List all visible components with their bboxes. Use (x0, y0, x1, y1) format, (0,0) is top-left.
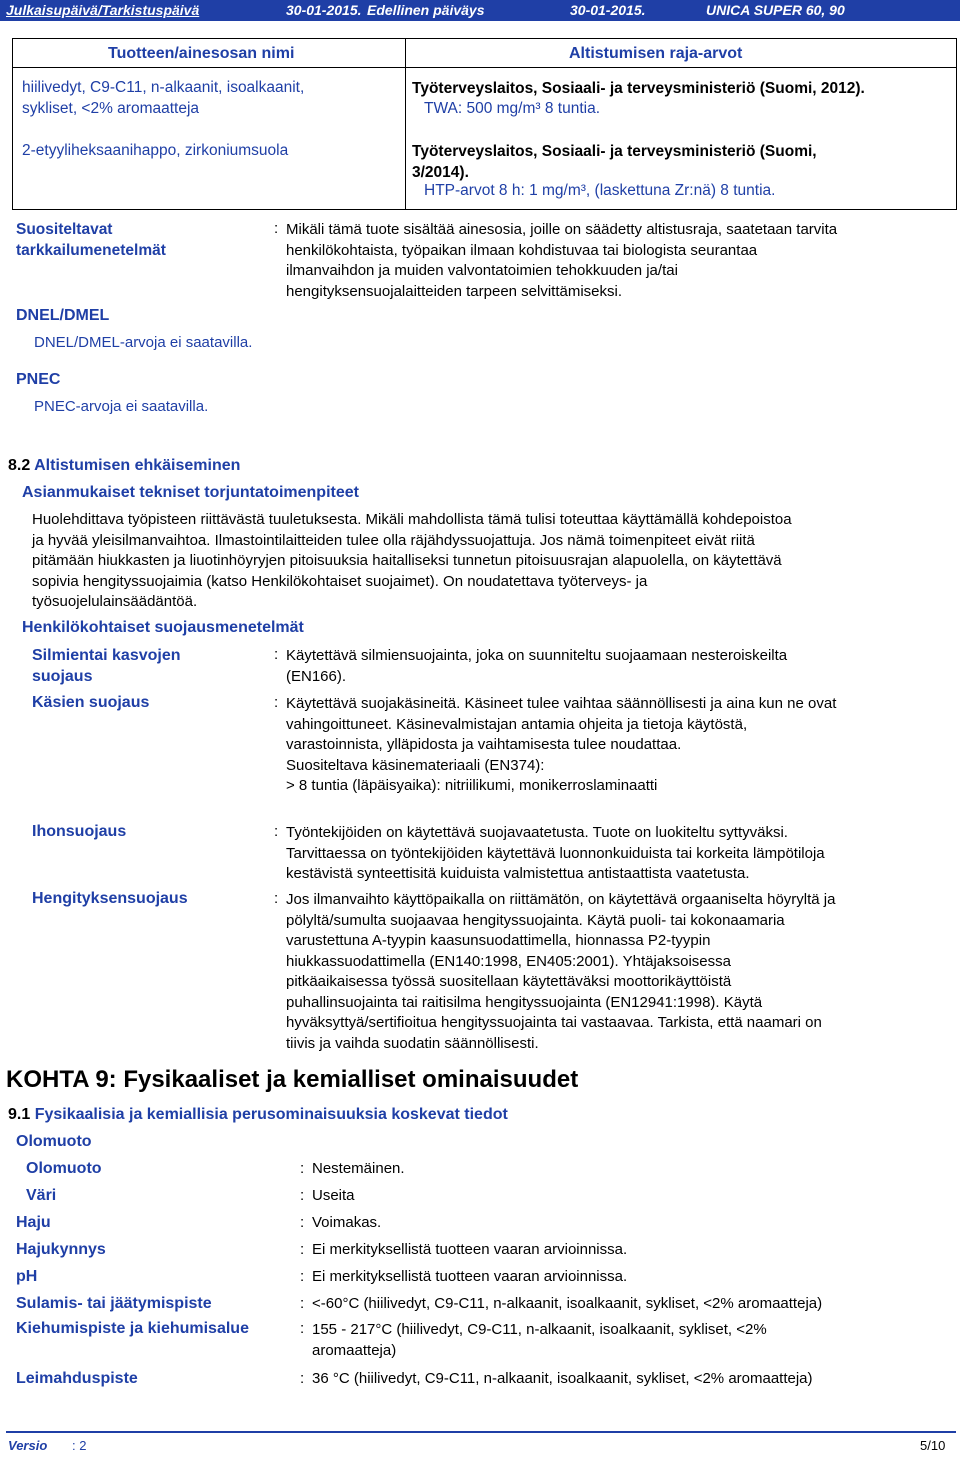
prop-label-melting-point: Sulamis- tai jäätymispiste (16, 1295, 212, 1312)
ppe-heading: Henkilökohtaiset suojausmenetelmät (22, 619, 304, 636)
section-8-2-heading (8, 457, 240, 475)
prop-colon-boiling-point: : (300, 1320, 305, 1337)
prop-value-flash-point: 36 °C (hiilivedyt, C9-C11, n-alkaanit, isoalkaanit, sykliset, <2% aromaatteja) (312, 1370, 813, 1387)
prop-colon-odor-threshold: : (300, 1241, 305, 1258)
column-header-limits: Altistumisen raja-arvot (569, 45, 743, 62)
prop-label-boiling-point: Kiehumispiste ja kiehumisalue (16, 1320, 249, 1337)
prop-colon-color: : (300, 1187, 305, 1204)
issue-date-label: Julkaisupäivä/Tarkistuspäivä (6, 2, 200, 18)
pnec-text: PNEC-arvoja ei saatavilla. (34, 398, 209, 415)
previous-date-value: 30-01-2015. (570, 2, 646, 18)
ppe-text-respiratory: Jos ilmanvaihto käyttöpaikalla on riittämätön, on käytettävä orgaaniselta höyryltä ja pölyltä/sumulta suojaavaa hengityssuojainta. Käytä puoli- tai kokonaamaria varustettuna A-tyypin kaasunsuodattimella, hionnassa P2-tyypin hiukkassuodattimella (EN140:1998, EN405:2001). Yhtäjaksoisessa pitkäaikaisessa työssä suositellaan käytettäväksi moottorikäyttöistä puhallinsuojainta tai raitisilma hengityssuojainta (EN12941:1998). Käytä hyväksyttyä/sertifioitua hengityssuojainta tai vastaavaa. Tarkista, että naamari on tiivis ja vaihda suodatin säännöllisesti. (286, 891, 836, 1052)
engineering-controls-text: Huolehdittava työpisteen riittävästä tuuletuksesta. Mikäli mahdollista tämä tulisi toteuttaa käyttämällä kohdepoistoa ja hyvää yleisilmanvaihtoa. Ilmastointilaitteiden tulee olla räjähdyssuojattuja. Jos nämä toimenpiteet eivät riitä pitämään hiukkasten ja liuotinhöyryjen pitoisuuksia haitalliseksi tunnetun pitoisuusrajan alapuolella, on käytettävä sopivia hengityssuojaimia (katso Henkilökohtaiset suojaimet). On noudatettava työterveys- ja työsuojelulainsäädäntöä. (32, 511, 792, 610)
table-header-divider (12, 67, 956, 68)
monitoring-label: Suositeltavat tarkkailumenetelmät (16, 221, 166, 259)
prop-colon-flash-point: : (300, 1370, 305, 1387)
ppe-text-skin: Työntekijöiden on käytettävä suojavaatetusta. Tuote on luokiteltu syttyväksi. Tarvittaessa on työntekijöiden käytettävä luonnonkuiduista tai korkeita lämpötiloja kestävistä synteettisitä kuiduista valmistettua antistaattista vaatetusta. (286, 824, 825, 882)
prop-colon-melting-point: : (300, 1295, 305, 1312)
prop-label-color: Väri (26, 1187, 57, 1204)
prop-label-odor: Haju (16, 1214, 51, 1231)
previous-date-label: Edellinen päiväys (367, 2, 485, 18)
prop-label-odor-threshold: Hajukynnys (16, 1241, 106, 1258)
limit-source-2: Työterveyslaitos, Sosiaali- ja terveysministeriö (Suomi, 3/2014). (412, 143, 817, 181)
ppe-colon-skin: : (274, 823, 279, 840)
ppe-label-skin: Ihonsuojaus (32, 823, 127, 840)
ppe-label-hands: Käsien suojaus (32, 694, 150, 711)
substance-name-1: hiilivedyt, C9-C11, n-alkaanit, isoalkaanit, sykliset, <2% aromaatteja (22, 79, 305, 117)
prop-value-state: Nestemäinen. (312, 1160, 405, 1177)
product-name: UNICA SUPER 60, 90 (706, 2, 845, 18)
column-header-substance: Tuotteen/ainesosan nimi (108, 45, 295, 62)
limit-value-1: TWA: 500 mg/m³ 8 tuntia. (424, 100, 601, 117)
monitoring-text: Mikäli tämä tuote sisältää ainesosia, joille on säädetty altistusraja, saatetaan tarvita henkilökohtaista, työpaikan ilmaan kohdistuvaa tai biologista seurantaa ilmanvaihdon ja muiden valvontatoimien tehokkuuden ja/tai hengityksensuojalaitteiden tarpeen selvittämiseksi. (286, 221, 838, 300)
dnel-text: DNEL/DMEL-arvoja ei saatavilla. (34, 334, 253, 351)
prop-value-melting-point: <-60°C (hiilivedyt, C9-C11, n-alkaanit, isoalkaanit, sykliset, <2% aromaatteja) (312, 1295, 823, 1312)
footer-version-label: Versio (8, 1438, 48, 1453)
ppe-colon-respiratory: : (274, 890, 279, 907)
engineering-controls-heading: Asianmukaiset tekniset torjuntatoimenpiteet (22, 484, 359, 501)
section-9-1-number: 9.1 (8, 1106, 31, 1123)
document-header-bar (0, 0, 960, 21)
prop-label-flash-point: Leimahduspiste (16, 1370, 138, 1387)
prop-colon-ph: : (300, 1268, 305, 1285)
limit-source-1: Työterveyslaitos, Sosiaali- ja terveysministeriö (Suomi, 2012). (412, 80, 865, 97)
section-8-2-number: 8.2 (8, 457, 31, 474)
prop-colon-odor: : (300, 1214, 305, 1231)
section-9-title: KOHTA 9: Fysikaaliset ja kemialliset ominaisuudet (6, 1066, 579, 1093)
olomuoto-heading: Olomuoto (16, 1133, 92, 1150)
footer-page-number: 5/10 (920, 1438, 946, 1453)
footer-version-value: : 2 (72, 1438, 87, 1453)
ppe-colon-eye: : (274, 646, 279, 663)
table-column-divider (405, 38, 406, 210)
limit-value-2: HTP-arvot 8 h: 1 mg/m³, (laskettuna Zr:nä) 8 tuntia. (424, 182, 776, 199)
issue-date-value: 30-01-2015. (286, 2, 362, 18)
section-8-2-title: Altistumisen ehkäiseminen (34, 457, 241, 474)
section-9-1-title: Fysikaalisia ja kemiallisia perusominaisuuksia koskevat tiedot (34, 1106, 508, 1123)
prop-value-ph: Ei merkityksellistä tuotteen vaaran arvioinnissa. (312, 1268, 628, 1285)
prop-label-ph: pH (16, 1268, 38, 1285)
ppe-label-eye: Silmientai kasvojen suojaus (32, 647, 181, 685)
prop-value-boiling-point: 155 - 217°C (hiilivedyt, C9-C11, n-alkaanit, isoalkaanit, sykliset, <2% aromaatteja) (312, 1321, 767, 1359)
ppe-label-respiratory: Hengityksensuojaus (32, 890, 188, 907)
footer-divider (6, 1431, 956, 1433)
prop-value-odor-threshold: Ei merkityksellistä tuotteen vaaran arvioinnissa. (312, 1241, 628, 1258)
prop-value-color: Useita (312, 1187, 355, 1204)
pnec-heading: PNEC (16, 371, 61, 388)
section-9-1-heading (8, 1106, 508, 1124)
dnel-heading: DNEL/DMEL (16, 307, 110, 324)
ppe-colon-hands: : (274, 694, 279, 711)
substance-name-2: 2-etyyliheksaanihappo, zirkoniumsuola (22, 142, 289, 159)
prop-colon-state: : (300, 1160, 305, 1177)
prop-label-state: Olomuoto (26, 1160, 102, 1177)
ppe-text-hands: Käytettävä suojakäsineitä. Käsineet tulee vaihtaa säännöllisesti ja aina kun ne ovat vahingoittuneet. Käsinevalmistajan antamia ohjeita ja tietoja käytöstä, varastoinnista, ylläpidosta ja vaihtamisesta tulee noudattaa. Suositeltava käsinemateriaali (EN374): > 8 tuntia (läpäisyaika): nitriilikumi, monikerroslaminaatti (286, 695, 837, 794)
prop-value-odor: Voimakas. (312, 1214, 382, 1231)
monitoring-colon: : (274, 220, 279, 237)
ppe-text-eye: Käytettävä silmiensuojainta, joka on suunniteltu suojaamaan nesteroiskeilta (EN166). (286, 647, 788, 685)
